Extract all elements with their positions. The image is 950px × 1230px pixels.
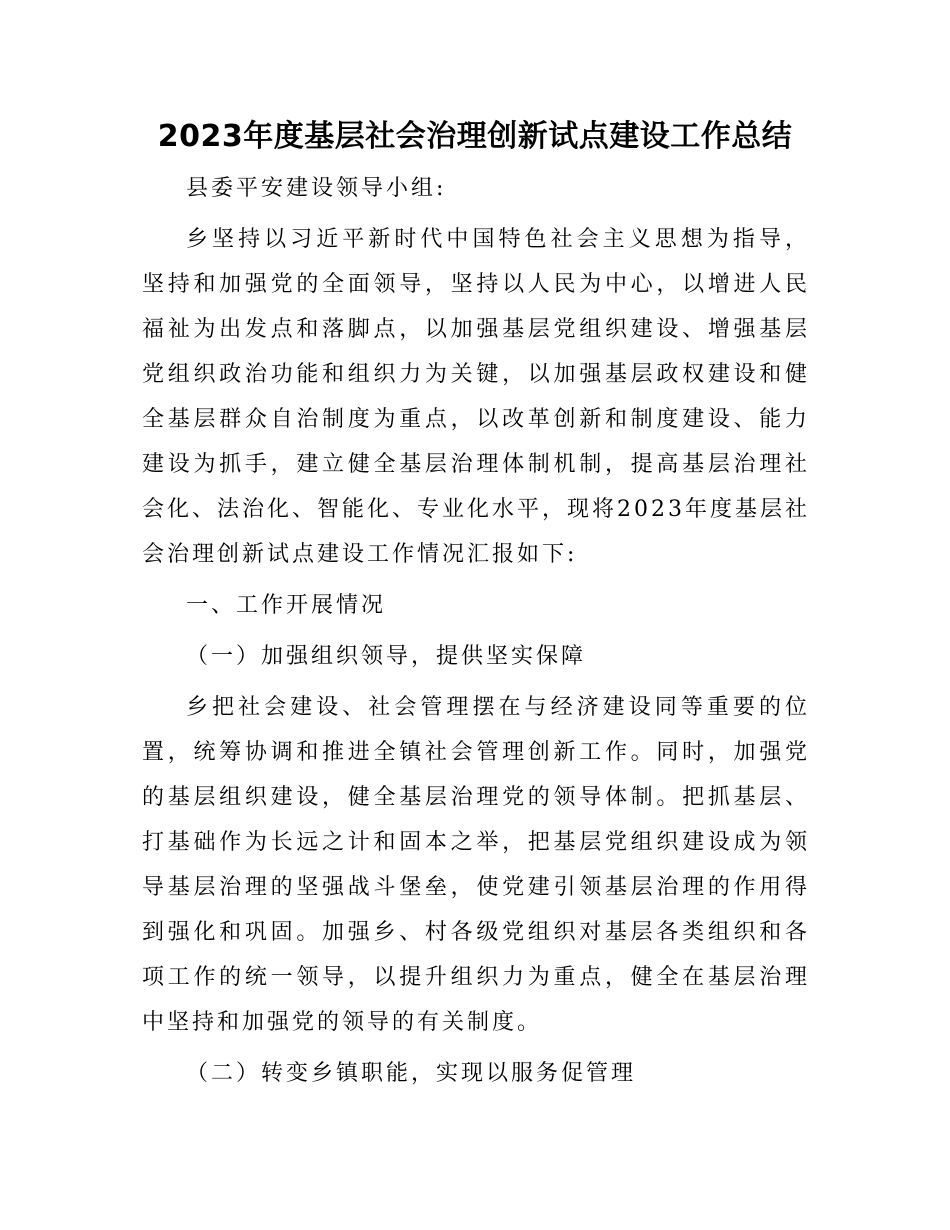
body-paragraph: 乡把社会建设、社会管理摆在与经济建设同等重要的位置，统筹协调和推进全镇社会管理创新工作。同时，加强党的基层组织建设，健全基层治理党的领导体制。把抓基层、打基础作为长远之计和固本之举，把基层党组织建设成为领导基层治理的坚强战斗堡垒，使党建引领基层治理的作用得到强化和巩固。加强乡、村各级党组织对基层各类组织和各项工作的统一领导，以提升组织力为重点，健全在基层治理中坚持和加强党的领导的有关制度。: [142, 695, 810, 1035]
section-heading: 一、工作开展情况: [186, 593, 387, 618]
subsection-heading: （一）加强组织领导，提供坚实保障: [186, 644, 587, 669]
intro-paragraph: 乡坚持以习近平新时代中国特色社会主义思想为指导，坚持和加强党的全面领导，坚持以人民为中心，以增进人民福祉为出发点和落脚点，以加强基层党组织建设、增强基层党组织政治功能和组织力为关键，以加强基层政权建设和健全基层群众自治制度为重点，以改革创新和制度建设、能力建设为抓手，建立健全基层治理体制机制，提高基层治理社会化、法治化、智能化、专业化水平，现将2023年度基层社会治理创新试点建设工作情况汇报如下:: [142, 227, 810, 567]
salutation: 县委平安建设领导小组:: [186, 176, 447, 201]
document-title: 2023年度基层社会治理创新试点建设工作总结: [157, 119, 793, 154]
subsection-heading: （二）转变乡镇职能，实现以服务促管理: [186, 1061, 637, 1086]
document-body: [142, 166, 810, 1096]
